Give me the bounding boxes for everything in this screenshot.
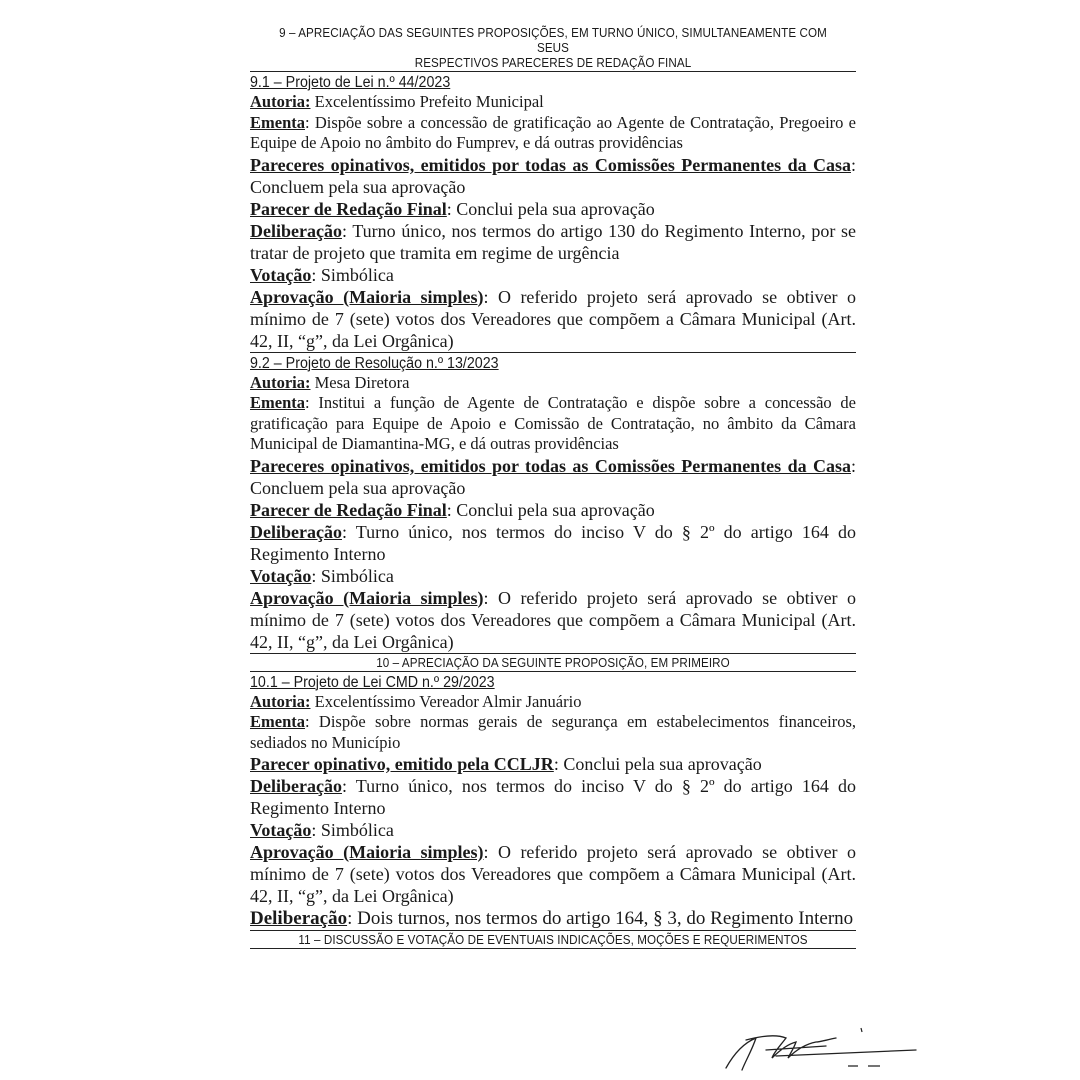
votacao-value: : Simbólica bbox=[311, 565, 394, 586]
section-11-header: 11 – DISCUSSÃO E VOTAÇÃO DE EVENTUAIS INDICAÇÕES, MOÇÕES E REQUERIMENTOS bbox=[298, 933, 808, 947]
deliberacao-value: : Turno único, nos termos do inciso V do § 2º do artigo 164 do Regimento Interno bbox=[250, 776, 856, 818]
aprovacao-value: : O referido projeto será aprovado se obtiver o mínimo de 7 (sete) votos dos Vereadores que compõem a Câmara Municipal (Art. 42, II, “g”, da Lei Orgânica) bbox=[250, 587, 856, 652]
divider bbox=[250, 653, 856, 654]
aprovacao-label: Aprovação (Maioria simples) bbox=[250, 286, 484, 307]
item-9-2-redacao-final bbox=[250, 499, 856, 521]
section-10-header: 10 – APRECIAÇÃO DA SEGUINTE PROPOSIÇÃO, EM PRIMEIRO bbox=[376, 655, 730, 670]
redacao-final-label: Parecer de Redação Final bbox=[250, 499, 447, 520]
pareceres-label: Pareceres opinativos, emitidos por todas as Comissões Permanentes da Casa bbox=[250, 154, 851, 175]
pareceres-value: : Concluem pela sua aprovação bbox=[250, 154, 856, 197]
item-9-1-aprovacao bbox=[250, 286, 856, 352]
autoria-value: Excelentíssimo Prefeito Municipal bbox=[310, 92, 544, 111]
section-9-header-line-1: 9 – APRECIAÇÃO DAS SEGUINTES PROPOSIÇÕES, EM TURNO ÚNICO, SIMULTANEAMENTE COM SEUS bbox=[279, 26, 827, 55]
autoria-label: Autoria: bbox=[250, 372, 311, 392]
item-10-1-deliberacao-2 bbox=[250, 907, 856, 930]
autoria-value: Excelentíssimo Vereador Almir Januário bbox=[310, 691, 582, 711]
item-9-2-ementa bbox=[250, 393, 856, 455]
deliberacao-label: Deliberação bbox=[250, 220, 342, 241]
deliberacao-label: Deliberação bbox=[250, 908, 348, 929]
votacao-value: : Simbólica bbox=[311, 820, 394, 840]
pareceres-label: Pareceres opinativos, emitidos por todas as Comissões Permanentes da Casa bbox=[250, 455, 851, 476]
ementa-value: : Institui a função de Agente de Contratação e dispõe sobre a concessão de gratificação para Equipe de Apoio e Comissão de Contratação, no âmbito da Câmara Municipal de Diamantina-MG, e dá outras providências bbox=[250, 393, 856, 453]
item-9-2-pareceres bbox=[250, 455, 856, 499]
item-9-1-title: 9.1 – Projeto de Lei n.º 44/2023 bbox=[250, 74, 451, 91]
section-9-header bbox=[271, 26, 835, 71]
aprovacao-label: Aprovação (Maioria simples) bbox=[250, 842, 484, 862]
parecer-value: : Conclui pela sua aprovação bbox=[553, 754, 762, 774]
redacao-final-value: : Conclui pela sua aprovação bbox=[446, 198, 655, 219]
autoria-value: Mesa Diretora bbox=[310, 372, 410, 392]
deliberacao-value: : Dois turnos, nos termos do artigo 164, § 3, do Regimento Interno bbox=[347, 908, 854, 929]
votacao-value: : Simbólica bbox=[311, 264, 394, 285]
item-9-1-autoria bbox=[250, 92, 856, 113]
item-10-1-parecer bbox=[250, 753, 856, 775]
redacao-final-value: : Conclui pela sua aprovação bbox=[446, 499, 655, 520]
item-10-1-autoria bbox=[250, 692, 856, 713]
item-10-1-ementa bbox=[250, 712, 856, 753]
document-page bbox=[250, 26, 856, 949]
aprovacao-label: Aprovação (Maioria simples) bbox=[250, 587, 484, 608]
aprovacao-value: : O referido projeto será aprovado se obtiver o mínimo de 7 (sete) votos dos Vereadores que compõem a Câmara Municipal (Art. 42, II, “g”, da Lei Orgânica) bbox=[250, 286, 856, 351]
item-9-1-ementa bbox=[250, 113, 856, 154]
item-9-2-title: 9.2 – Projeto de Resolução n.º 13/2023 bbox=[250, 354, 499, 372]
votacao-label: Votação bbox=[250, 820, 312, 840]
signature bbox=[716, 1020, 926, 1080]
votacao-label: Votação bbox=[250, 264, 312, 285]
divider bbox=[250, 948, 856, 949]
item-10-1-deliberacao bbox=[250, 775, 856, 819]
section-9-header-line-2: RESPECTIVOS PARECERES DE REDAÇÃO FINAL bbox=[414, 56, 692, 70]
item-9-1-redacao-final bbox=[250, 198, 856, 220]
divider bbox=[250, 352, 856, 353]
item-9-2-autoria bbox=[250, 373, 856, 394]
autoria-label: Autoria: bbox=[250, 691, 311, 711]
item-10-1-aprovacao bbox=[250, 841, 856, 907]
deliberacao-value: : Turno único, nos termos do artigo 130 do Regimento Interno, por se tratar de projeto que tramita em regime de urgência bbox=[250, 220, 856, 263]
ementa-value: : Dispõe sobre a concessão de gratificação ao Agente de Contratação, Pregoeiro e Equipe de Apoio no âmbito do Fumprev, e dá outras providências bbox=[250, 112, 856, 152]
divider bbox=[250, 930, 856, 931]
item-9-1-votacao bbox=[250, 264, 856, 286]
ementa-label: Ementa bbox=[250, 712, 305, 731]
item-9-1-deliberacao bbox=[250, 220, 856, 264]
item-10-1-title: 10.1 – Projeto de Lei CMD n.º 29/2023 bbox=[250, 673, 495, 691]
divider bbox=[250, 671, 856, 672]
item-9-2-aprovacao bbox=[250, 587, 856, 653]
item-9-2-deliberacao bbox=[250, 521, 856, 565]
votacao-label: Votação bbox=[250, 565, 312, 586]
autoria-label: Autoria: bbox=[250, 92, 311, 111]
ementa-label: Ementa bbox=[250, 393, 305, 412]
deliberacao-label: Deliberação bbox=[250, 776, 342, 796]
item-9-1-pareceres bbox=[250, 154, 856, 198]
deliberacao-label: Deliberação bbox=[250, 521, 342, 542]
aprovacao-value: : O referido projeto será aprovado se obtiver o mínimo de 7 (sete) votos dos Vereadores que compõem a Câmara Municipal (Art. 42, II, “g”, da Lei Orgânica) bbox=[250, 842, 856, 906]
pareceres-value: : Concluem pela sua aprovação bbox=[250, 455, 856, 498]
parecer-label: Parecer opinativo, emitido pela CCLJR bbox=[250, 754, 554, 774]
redacao-final-label: Parecer de Redação Final bbox=[250, 198, 447, 219]
item-10-1-votacao bbox=[250, 819, 856, 841]
divider bbox=[250, 71, 856, 72]
ementa-label: Ementa bbox=[250, 112, 305, 132]
item-9-2-votacao bbox=[250, 565, 856, 587]
deliberacao-value: : Turno único, nos termos do inciso V do § 2º do artigo 164 do Regimento Interno bbox=[250, 521, 856, 564]
ementa-value: : Dispõe sobre normas gerais de segurança em estabelecimentos financeiros, sediados no Município bbox=[250, 712, 856, 752]
